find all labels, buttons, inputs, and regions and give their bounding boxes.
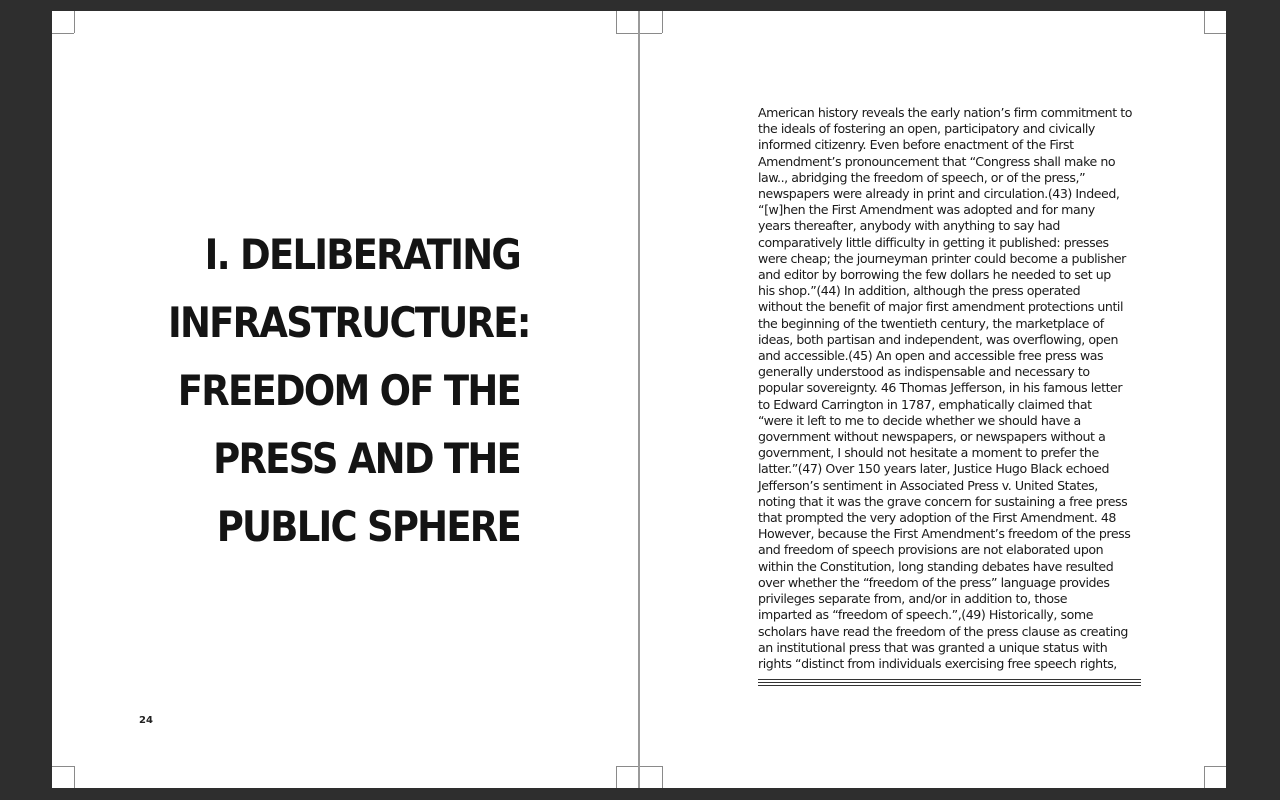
text-line: to Edward Carrington in 1787, emphatically claimed that <box>758 396 1092 412</box>
text-line: the ideals of fostering an open, participatory and civically <box>758 121 1095 137</box>
crop-mark <box>74 11 75 33</box>
text-line: privileges separate from, and/or in addition to, those <box>758 591 1068 607</box>
left-page <box>52 11 638 788</box>
text-line: American history reveals the early nation’s firm commitment to <box>758 105 1132 120</box>
title-line: I. DELIBERATING <box>204 230 520 279</box>
text-line: latter.”(47) Over 150 years later, Justice Hugo Black echoed <box>758 461 1110 477</box>
text-line: “were it left to me to decide whether we should have a <box>758 412 1081 428</box>
text-line: over whether the “freedom of the press” language provides <box>758 574 1110 590</box>
crop-mark <box>662 766 663 788</box>
text-line: were cheap; the journeyman printer could become a publisher <box>758 250 1126 266</box>
title-line: PRESS AND THE <box>213 434 520 483</box>
crop-mark <box>616 766 638 767</box>
crop-mark <box>1204 33 1226 34</box>
footer-rule <box>758 682 1141 683</box>
text-line: his shop.”(44) In addition, although the press operated <box>758 283 1081 299</box>
footer-rule <box>758 685 1141 686</box>
text-line: and editor by borrowing the few dollars he needed to set up <box>758 267 1111 283</box>
crop-mark <box>662 11 663 33</box>
text-line: “[w]hen the First Amendment was adopted and for many <box>758 202 1095 218</box>
chapter-title <box>168 221 530 561</box>
title-line: PUBLIC SPHERE <box>216 502 520 551</box>
text-line: government without newspapers, or newspapers without a <box>758 429 1106 445</box>
text-line: years thereafter, anybody with anything to say had <box>758 218 1060 234</box>
page-number: 24 <box>139 715 153 726</box>
text-line: Amendment’s pronouncement that “Congress shall make no <box>758 153 1116 169</box>
title-line: FREEDOM OF THE <box>177 366 520 415</box>
text-line: Jefferson’s sentiment in Associated Press v. United States, <box>758 477 1098 493</box>
text-line: informed citizenry. Even before enactment of the First <box>758 137 1074 153</box>
text-line: and accessible.(45) An open and accessible free press was <box>758 348 1104 364</box>
crop-mark <box>52 33 74 34</box>
crop-mark <box>1204 766 1226 767</box>
text-line: newspapers were already in print and circulation.(43) Indeed, <box>758 186 1120 202</box>
text-line: law.., abridging the freedom of speech, or of the press,” <box>758 169 1086 185</box>
crop-mark <box>640 33 662 34</box>
title-line: INFRASTRUCTURE: <box>168 298 530 347</box>
crop-mark <box>616 33 638 34</box>
text-line: popular sovereignty. 46 Thomas Jefferson, in his famous letter <box>758 380 1123 396</box>
text-line: imparted as “freedom of speech.”,(49) Historically, some <box>758 607 1094 623</box>
text-line: noting that it was the grave concern for sustaining a free press <box>758 493 1128 509</box>
text-line: rights “distinct from individuals exercising free speech rights, <box>758 655 1117 671</box>
crop-mark <box>616 766 617 788</box>
text-line: ideas, both partisan and independent, was overflowing, open <box>758 331 1119 347</box>
text-line: that prompted the very adoption of the First Amendment. 48 <box>758 510 1116 526</box>
text-line: within the Constitution, long standing debates have resulted <box>758 558 1114 574</box>
text-line: comparatively little difficulty in getting it published: presses <box>758 234 1109 250</box>
text-line: government, I should not hesitate a moment to prefer the <box>758 445 1099 461</box>
right-page <box>640 11 1226 788</box>
text-line: an institutional press that was granted a unique status with <box>758 639 1108 655</box>
crop-mark <box>640 766 662 767</box>
text-line: generally understood as indispensable and necessary to <box>758 364 1090 380</box>
footer-rule <box>758 679 1141 680</box>
text-line: and freedom of speech provisions are not elaborated upon <box>758 542 1104 558</box>
crop-mark <box>1204 766 1205 788</box>
text-line: the beginning of the twentieth century, the marketplace of <box>758 315 1104 331</box>
crop-mark <box>616 11 617 33</box>
text-line: without the benefit of major first amendment protections until <box>758 299 1124 315</box>
text-line: scholars have read the freedom of the press clause as creating <box>758 623 1128 639</box>
crop-mark <box>1204 11 1205 33</box>
crop-mark <box>52 766 74 767</box>
text-line: However, because the First Amendment’s freedom of the press <box>758 526 1131 542</box>
crop-mark <box>74 766 75 788</box>
body-text <box>758 105 1141 672</box>
